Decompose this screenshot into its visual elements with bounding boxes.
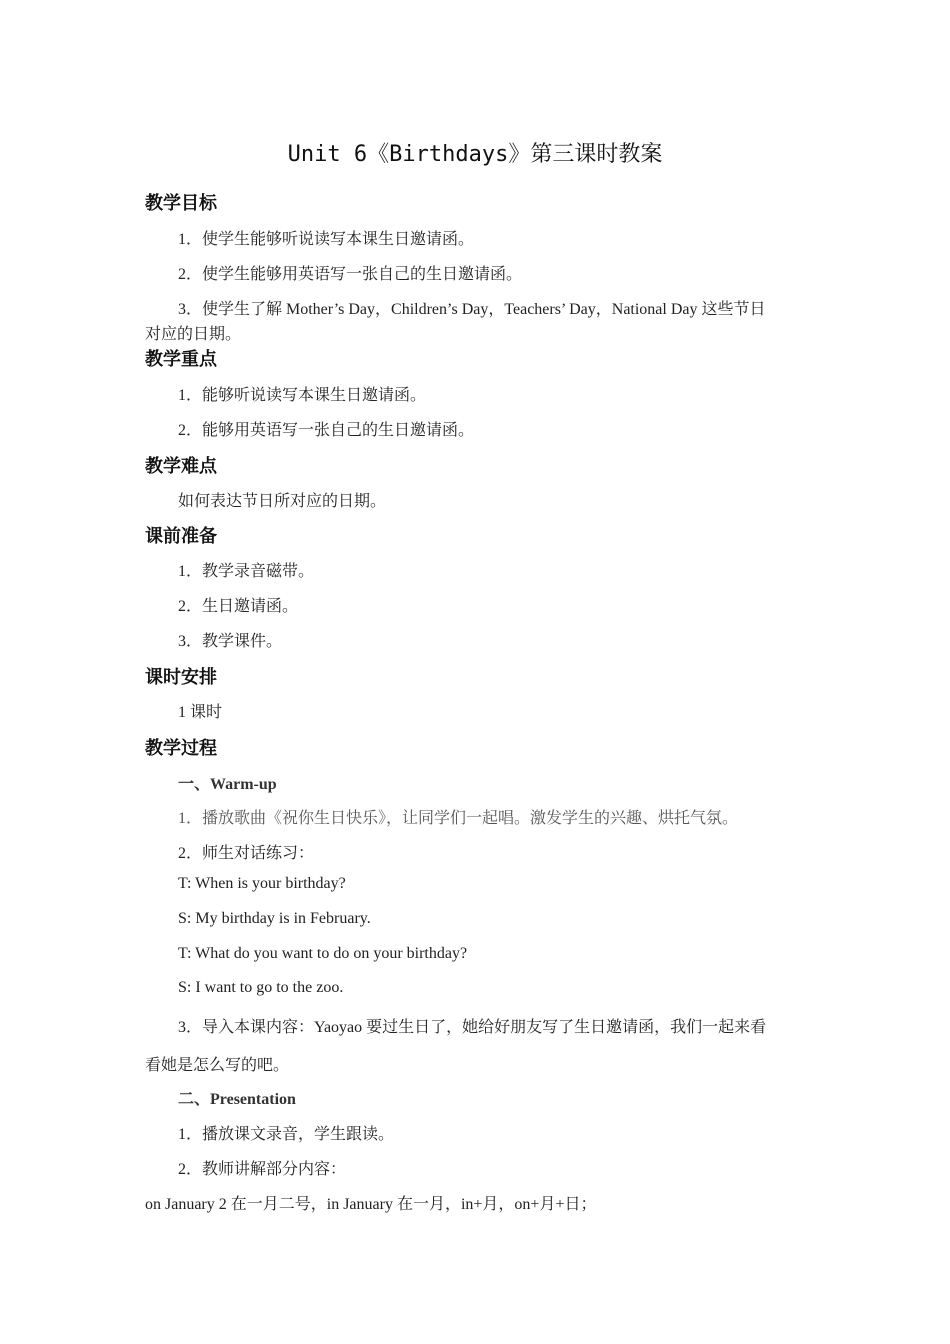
warmup-item-5: T: What do you want to do on your birthday? <box>178 945 468 962</box>
page-title: Unit 6《Birthdays》第三课时教案 <box>287 142 663 167</box>
goal-item-3: 3．使学生了解 Mother’s Day，Children’s Day，Teachers’ Day，National Day 这些节日 <box>178 301 766 318</box>
heading-process: 教学过程 <box>145 738 217 759</box>
heading-key-points: 教学重点 <box>145 349 217 370</box>
warmup-item-7: 3．导入本课内容：Yaoyao 要过生日了，她给好朋友写了生日邀请函，我们一起来看 <box>178 1019 767 1036</box>
warmup-item-2: 2．师生对话练习： <box>178 845 315 862</box>
key-point-item-2: 2．能够用英语写一张自己的生日邀请函。 <box>178 422 475 439</box>
schedule-item-1: 1 课时 <box>178 704 223 721</box>
presentation-item-3: on January 2 在一月二号，in January 在一月，in+月，on+月+日； <box>145 1196 597 1213</box>
prep-item-3: 3．教学课件。 <box>178 633 283 650</box>
presentation-title: 二、Presentation <box>178 1091 296 1108</box>
heading-preparation: 课前准备 <box>145 526 217 547</box>
warmup-item-6: S: I want to go to the zoo. <box>178 979 344 996</box>
warmup-item-1: 1．播放歌曲《祝你生日快乐》，让同学们一起唱。激发学生的兴趣、烘托气氛。 <box>178 810 739 827</box>
warmup-item-3: T: When is your birthday? <box>178 875 346 892</box>
presentation-item-2: 2．教师讲解部分内容： <box>178 1161 347 1178</box>
presentation-item-1: 1．播放课文录音，学生跟读。 <box>178 1126 395 1143</box>
warmup-item-4: S: My birthday is in February. <box>178 910 371 927</box>
heading-schedule: 课时安排 <box>145 667 217 688</box>
heading-goals: 教学目标 <box>145 193 217 214</box>
warmup-title: 一、Warm-up <box>178 776 277 793</box>
difficulty-item-1: 如何表达节日所对应的日期。 <box>178 493 387 510</box>
goal-item-3-cont: 对应的日期。 <box>145 326 242 343</box>
prep-item-2: 2．生日邀请函。 <box>178 598 299 615</box>
goal-item-2: 2．使学生能够用英语写一张自己的生日邀请函。 <box>178 266 523 283</box>
warmup-item-7-cont: 看她是怎么写的吧。 <box>145 1057 290 1074</box>
heading-difficulties: 教学难点 <box>145 456 217 477</box>
prep-item-1: 1．教学录音磁带。 <box>178 563 315 580</box>
goal-item-1: 1．使学生能够听说读写本课生日邀请函。 <box>178 231 475 248</box>
key-point-item-1: 1．能够听说读写本课生日邀请函。 <box>178 387 427 404</box>
